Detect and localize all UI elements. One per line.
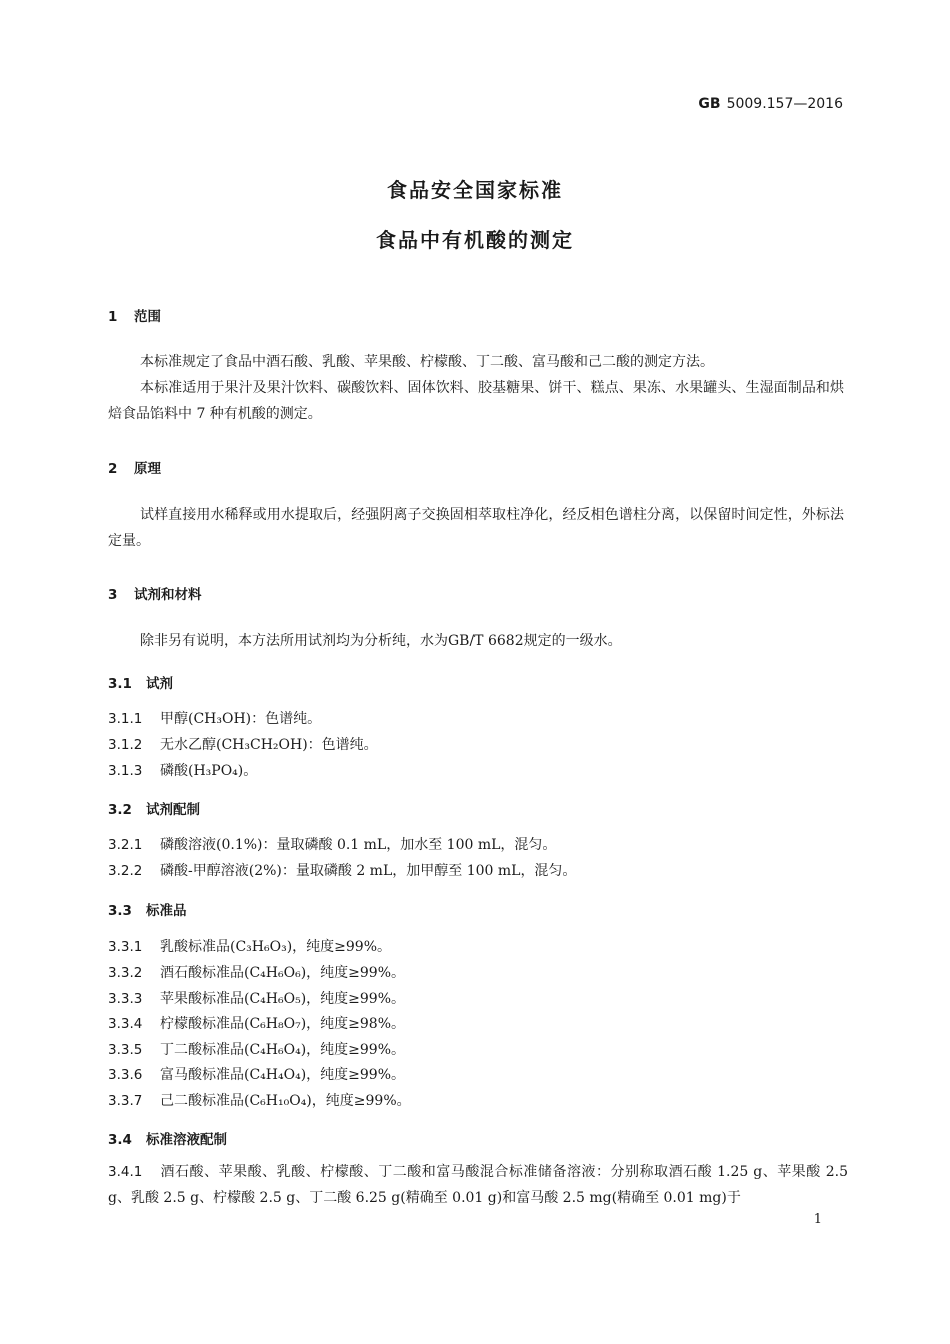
item-number: 3.3.2 [108, 965, 143, 981]
standard-number [698, 96, 843, 112]
item-text: 酒石酸、苹果酸、乳酸、柠檬酸、丁二酸和富马酸混合标准储备溶液：分别称取酒石酸 1.25 g、苹果酸 2.5 g、乳酸 2.5 g、柠檬酸 2.5 g、丁二酸 6.25 g(精确至 0.01 g)和富马酸 2.5 mg(精确至 0.01 mg)于 [108, 1164, 848, 1206]
subsection-title: 试剂配制 [146, 802, 200, 818]
item-text: 甲醇(CH₃OH)：色谱纯。 [160, 711, 322, 727]
list-item [108, 708, 321, 728]
item-number: 3.2.1 [108, 837, 143, 853]
document-title-line1: 食品安全国家标准 [387, 178, 563, 202]
section-1-heading [108, 305, 161, 325]
section-2-heading [108, 457, 161, 477]
item-number: 3.3.4 [108, 1016, 143, 1032]
document-title-line2: 食品中有机酸的测定 [376, 228, 574, 252]
subsection-3-2-heading [108, 798, 200, 818]
item-text: 丁二酸标准品(C₄H₆O₄)，纯度≥99%。 [160, 1042, 406, 1058]
section-title: 原理 [134, 461, 161, 477]
standard-code: 5009.157—2016 [726, 96, 843, 112]
section-3-heading [108, 583, 202, 603]
section-number: 2 [108, 461, 118, 477]
section-number: 3 [108, 587, 118, 603]
item-number: 3.1.3 [108, 763, 143, 779]
item-text: 磷酸-甲醇溶液(2%)：量取磷酸 2 mL，加甲醇至 100 mL，混匀。 [160, 863, 577, 879]
item-text: 磷酸溶液(0.1%)：量取磷酸 0.1 mL，加水至 100 mL，混匀。 [160, 837, 557, 853]
item-text: 苹果酸标准品(C₄H₆O₅)，纯度≥99%。 [160, 991, 406, 1007]
section-3-paragraph-1: 除非另有说明，本方法所用试剂均为分析纯，水为GB/T 6682规定的一级水。 [140, 633, 622, 649]
section-1-paragraph-1: 本标准规定了食品中酒石酸、乳酸、苹果酸、柠檬酸、丁二酸、富马酸和己二酸的测定方法。 [140, 354, 714, 370]
list-item [108, 1159, 848, 1211]
list-item [108, 988, 405, 1008]
list-item [108, 760, 257, 780]
subsection-number: 3.4 [108, 1132, 132, 1148]
subsection-number: 3.3 [108, 903, 132, 919]
subsection-title: 标准溶液配制 [146, 1132, 227, 1148]
subsection-title: 试剂 [146, 676, 173, 692]
item-text: 无水乙醇(CH₃CH₂OH)：色谱纯。 [160, 737, 378, 753]
list-item [108, 962, 405, 982]
list-item [108, 936, 391, 956]
subsection-number: 3.2 [108, 802, 132, 818]
list-item [108, 860, 576, 880]
item-text: 磷酸(H₃PO₄)。 [160, 763, 258, 779]
item-text: 富马酸标准品(C₄H₄O₄)，纯度≥99%。 [160, 1067, 406, 1083]
subsection-3-4-heading [108, 1128, 227, 1148]
subsection-3-1-heading [108, 672, 173, 692]
list-item [108, 1090, 411, 1110]
item-text: 酒石酸标准品(C₄H₆O₆)，纯度≥99%。 [160, 965, 406, 981]
item-number: 3.4.1 [108, 1164, 143, 1180]
item-number: 3.3.5 [108, 1042, 143, 1058]
item-number: 3.3.3 [108, 991, 143, 1007]
subsection-number: 3.1 [108, 676, 132, 692]
item-number: 3.2.2 [108, 863, 143, 879]
list-item [108, 734, 378, 754]
item-number: 3.3.1 [108, 939, 143, 955]
item-text: 乳酸标准品(C₃H₆O₃)，纯度≥99%。 [160, 939, 392, 955]
section-number: 1 [108, 309, 118, 325]
section-2-paragraph-1: 试样直接用水稀释或用水提取后，经强阴离子交换固相萃取柱净化，经反相色谱柱分离，以保留时间定性，外标法定量。 [108, 507, 844, 549]
standard-prefix: GB [698, 96, 721, 112]
section-title: 试剂和材料 [134, 587, 202, 603]
list-item [108, 1064, 405, 1084]
item-number: 3.3.6 [108, 1067, 143, 1083]
subsection-title: 标准品 [146, 903, 187, 919]
section-title: 范围 [134, 309, 161, 325]
page-number: 1 [813, 1212, 822, 1227]
list-item [108, 1039, 405, 1059]
item-number: 3.1.1 [108, 711, 143, 727]
item-text: 柠檬酸标准品(C₆H₈O₇)，纯度≥98%。 [160, 1016, 406, 1032]
item-number: 3.3.7 [108, 1093, 143, 1109]
list-item [108, 1013, 405, 1033]
item-number: 3.1.2 [108, 737, 143, 753]
item-text: 己二酸标准品(C₆H₁₀O₄)，纯度≥99%。 [160, 1093, 411, 1109]
subsection-3-3-heading [108, 899, 187, 919]
section-1-paragraph-2: 本标准适用于果汁及果汁饮料、碳酸饮料、固体饮料、胶基糖果、饼干、糕点、果冻、水果罐头、生湿面制品和烘焙食品馅料中 7 种有机酸的测定。 [108, 380, 844, 422]
list-item [108, 834, 556, 854]
